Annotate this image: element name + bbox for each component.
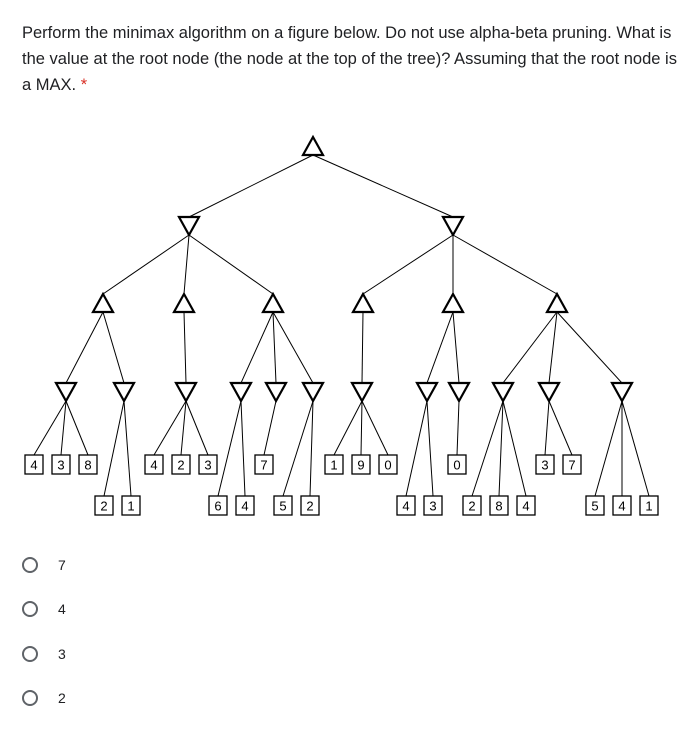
leaf-node: [379, 455, 397, 474]
leaf-node: [25, 455, 43, 474]
option-4[interactable]: [22, 597, 66, 621]
leaf-node: [122, 496, 140, 515]
tree-edge: [427, 312, 453, 383]
tree-edge: [549, 312, 557, 383]
option-label: 3: [58, 646, 66, 662]
max-node: [443, 294, 463, 312]
leaf-node: [199, 455, 217, 474]
max-node: [174, 294, 194, 312]
tree-edges: [34, 155, 649, 496]
radio-circle-icon[interactable]: [22, 557, 38, 573]
root-max-node: [303, 137, 323, 155]
tree-edge: [184, 312, 186, 383]
leaf-value: 4: [522, 498, 530, 514]
min-node: [539, 383, 559, 401]
option-3[interactable]: [22, 642, 66, 666]
radio-circle-icon[interactable]: [22, 646, 38, 662]
tree-edge: [313, 155, 453, 217]
min-node: [231, 383, 251, 401]
tree-edge: [189, 155, 313, 217]
leaf-value: 0: [384, 457, 392, 473]
leaf-node: [145, 455, 163, 474]
tree-edge: [362, 401, 388, 455]
tree-edge: [264, 401, 276, 455]
leaf-node: [397, 496, 415, 515]
leaf-value: 7: [568, 457, 576, 473]
tree-edge: [545, 401, 549, 455]
leaf-value: 8: [495, 498, 503, 514]
tree-edge: [595, 401, 622, 496]
min-node: [417, 383, 437, 401]
tree-edge: [66, 312, 103, 383]
leaf-value: 1: [127, 498, 135, 514]
leaf-value: 2: [177, 457, 185, 473]
min-node: [493, 383, 513, 401]
leaf-node: [172, 455, 190, 474]
tree-edge: [503, 401, 526, 496]
tree-edge: [34, 401, 66, 455]
tree-edge: [218, 401, 241, 496]
min-node: [443, 217, 463, 235]
tree-edge: [499, 401, 503, 496]
option-label: 7: [58, 557, 66, 573]
tree-edge: [453, 312, 459, 383]
min-node: [352, 383, 372, 401]
leaf-node: [490, 496, 508, 515]
min-node: [303, 383, 323, 401]
tree-edge: [457, 401, 459, 455]
tree-edge: [273, 312, 276, 383]
tree-edge: [334, 401, 362, 455]
leaf-value: 0: [453, 457, 461, 473]
leaf-value: 9: [357, 457, 365, 473]
leaf-value: 2: [100, 498, 108, 514]
tree-edge: [189, 235, 273, 294]
leaf-node: [613, 496, 631, 515]
tree-edge: [184, 235, 189, 294]
leaf-value: 4: [30, 457, 38, 473]
option-2[interactable]: [22, 686, 66, 710]
leaf-value: 7: [260, 457, 268, 473]
leaf-node: [586, 496, 604, 515]
question-body: Perform the minimax algorithm on a figure below. Do not use alpha-beta pruning. What is the value at the root node (the node at the top of the tree)? Assuming that the root node is a MAX.: [22, 24, 677, 94]
min-node: [56, 383, 76, 401]
min-node: [449, 383, 469, 401]
leaf-node: [52, 455, 70, 474]
tree-edge: [241, 312, 273, 383]
min-node: [176, 383, 196, 401]
option-label: 4: [58, 601, 66, 617]
min-node: [179, 217, 199, 235]
radio-circle-icon[interactable]: [22, 690, 38, 706]
leaf-node: [95, 496, 113, 515]
tree-edge: [622, 401, 649, 496]
tree-edge: [154, 401, 186, 455]
tree-edge: [124, 401, 131, 496]
leaf-node: [536, 455, 554, 474]
tree-nodes: [56, 137, 632, 401]
tree-edge: [453, 235, 557, 294]
leaf-node: [209, 496, 227, 515]
leaf-value: 1: [330, 457, 338, 473]
tree-edge: [557, 312, 622, 383]
leaf-node: [274, 496, 292, 515]
leaf-value: 3: [541, 457, 549, 473]
tree-edge: [503, 312, 557, 383]
tree-edge: [427, 401, 433, 496]
tree-edge: [186, 401, 208, 455]
leaf-value: 2: [468, 498, 476, 514]
option-label: 2: [58, 690, 66, 706]
leaf-node: [463, 496, 481, 515]
leaf-value: 2: [306, 498, 314, 514]
leaf-value: 3: [57, 457, 65, 473]
tree-edge: [103, 235, 189, 294]
tree-edge: [363, 235, 453, 294]
leaf-value: 4: [618, 498, 626, 514]
leaf-value: 3: [204, 457, 212, 473]
tree-edge: [406, 401, 427, 496]
min-node: [114, 383, 134, 401]
tree-edge: [362, 312, 363, 383]
leaf-value: 5: [591, 498, 599, 514]
leaf-value: 3: [429, 498, 437, 514]
tree-edge: [241, 401, 245, 496]
tree-edge: [273, 312, 313, 383]
tree-edge: [103, 312, 124, 383]
max-node: [93, 294, 113, 312]
leaf-node: [352, 455, 370, 474]
option-7[interactable]: [22, 553, 66, 577]
leaf-node: [448, 455, 466, 474]
tree-edge: [66, 401, 88, 455]
leaf-node: [325, 455, 343, 474]
tree-edge: [310, 401, 313, 496]
radio-circle-icon[interactable]: [22, 601, 38, 617]
required-asterisk: *: [80, 76, 88, 94]
tree-edge: [283, 401, 313, 496]
max-node: [263, 294, 283, 312]
max-node: [353, 294, 373, 312]
min-node: [612, 383, 632, 401]
min-node: [266, 383, 286, 401]
tree-edge: [549, 401, 572, 455]
leaf-value: 5: [279, 498, 287, 514]
leaf-node: [236, 496, 254, 515]
tree-edge: [472, 401, 503, 496]
leaf-node: [301, 496, 319, 515]
leaf-value: 4: [241, 498, 249, 514]
tree-leaves: [25, 455, 658, 515]
leaf-node: [424, 496, 442, 515]
tree-edge: [104, 401, 124, 496]
leaf-node: [563, 455, 581, 474]
leaf-value: 4: [402, 498, 410, 514]
leaf-value: 8: [84, 457, 92, 473]
leaf-value: 6: [214, 498, 222, 514]
leaf-node: [517, 496, 535, 515]
leaf-value: 4: [150, 457, 158, 473]
max-node: [547, 294, 567, 312]
leaf-node: [255, 455, 273, 474]
leaf-node: [640, 496, 658, 515]
leaf-value: 1: [645, 498, 653, 514]
leaf-node: [79, 455, 97, 474]
tree-edge: [361, 401, 362, 455]
